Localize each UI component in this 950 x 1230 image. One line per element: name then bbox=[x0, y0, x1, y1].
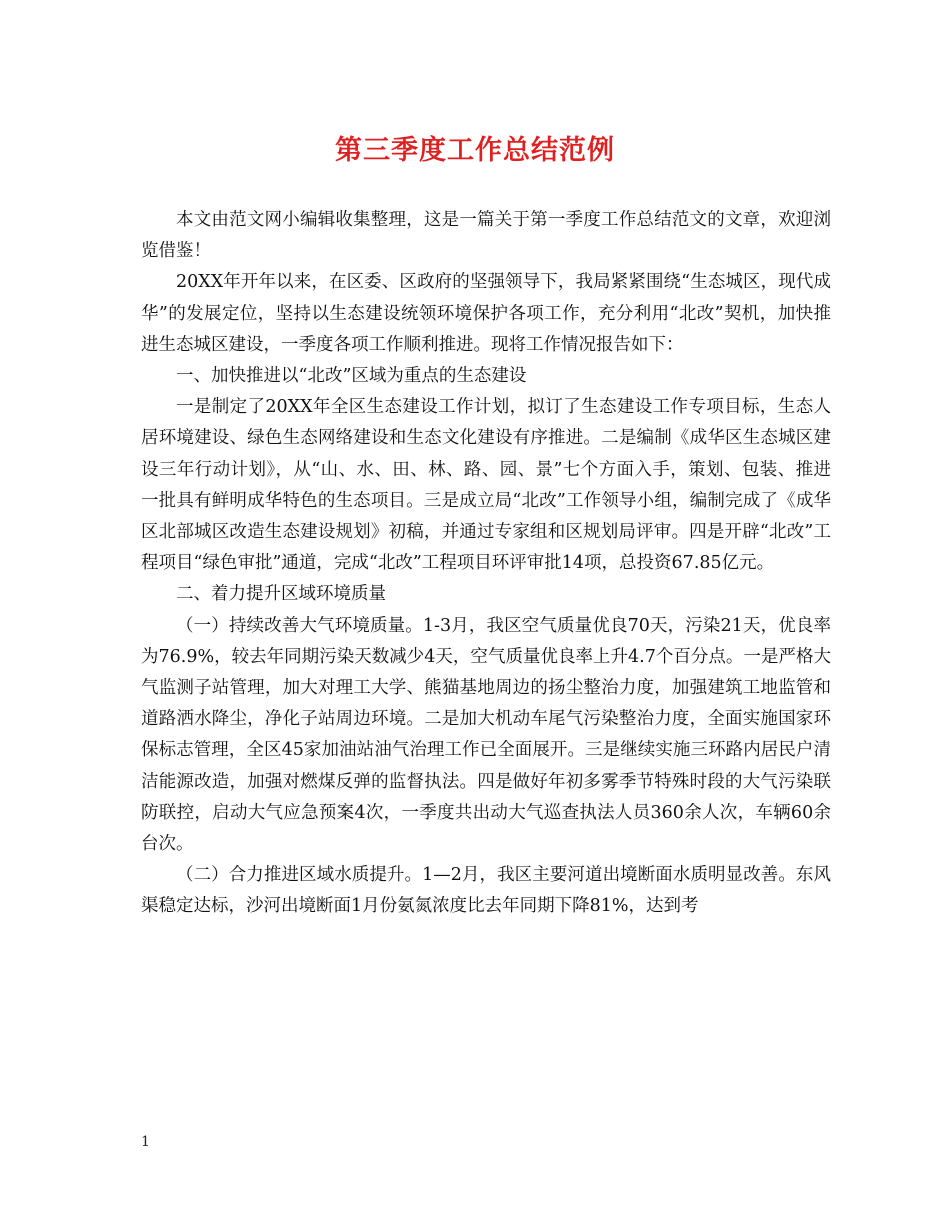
section-heading-2: 二、着力提升区域环境质量 bbox=[176, 584, 386, 605]
document-title: 第三季度工作总结范例 bbox=[335, 135, 615, 166]
paragraph-intro: 本文由范文网小编辑收集整理，这是一篇关于第一季度工作总结范文的文章，欢迎浏览借鉴！ bbox=[141, 210, 831, 262]
paragraph-overview: 20XX年开年以来，在区委、区政府的坚强领导下，我局紧紧围绕“生态城区，现代成华”的发展定位，坚持以生态建设统领环境保护各项工作，充分利用“北改”契机，加快推进生态城区建设，一季度各项工作顺利推进。现将工作情况报告如下： bbox=[141, 272, 831, 355]
paragraph-section-1: 一是制定了20XX年全区生态建设工作计划，拟订了生态建设工作专项目标，生态人居环境建设、绿色生态网络建设和生态文化建设有序推进。二是编制《成华区生态城区建设三年行动计划》，从“山、水、田、林、路、园、景”七个方面入手，策划、包装、推进一批具有鲜明成华特色的生态项目。三是成立局“北改”工作领导小组，编制完成了《成华区北部城区改造生态建设规划》初稿，并通过专家组和区规划局评审。四是开辟“北改”工程项目“绿色审批”通道，完成“北改”工程项目环评审批14项，总投资67.85亿元。 bbox=[141, 397, 831, 574]
page-number: 1 bbox=[141, 1134, 150, 1150]
section-heading-1: 一、加快推进以“北改”区域为重点的生态建设 bbox=[176, 366, 527, 387]
paragraph-air-quality: （一）持续改善大气环境质量。1-3月，我区空气质量优良70天，污染21天，优良率为76.9%，较去年同期污染天数减少4天，空气质量优良率上升4.7个百分点。一是严格大气监测子站管理，加大对理工大学、熊猫基地周边的扬尘整治力度，加强建筑工地监管和道路洒水降尘，净化子站周边环境。二是加大机动车尾气污染整治力度，全面实施国家环保标志管理，全区45家加油站油气治理工作已全面展开。三是继续实施三环路内居民户清洁能源改造，加强对燃煤反弹的监督执法。四是做好年初多雾季节特殊时段的大气污染联防联控，启动大气应急预案4次，一季度共出动大气巡查执法人员360余人次，车辆60余台次。 bbox=[141, 615, 831, 855]
paragraph-water-quality: （二）合力推进区域水质提升。1—2月，我区主要河道出境断面水质明显改善。东风渠稳定达标，沙河出境断面1月份氨氮浓度比去年同期下降81%，达到考 bbox=[141, 865, 831, 917]
document-body bbox=[141, 205, 831, 923]
